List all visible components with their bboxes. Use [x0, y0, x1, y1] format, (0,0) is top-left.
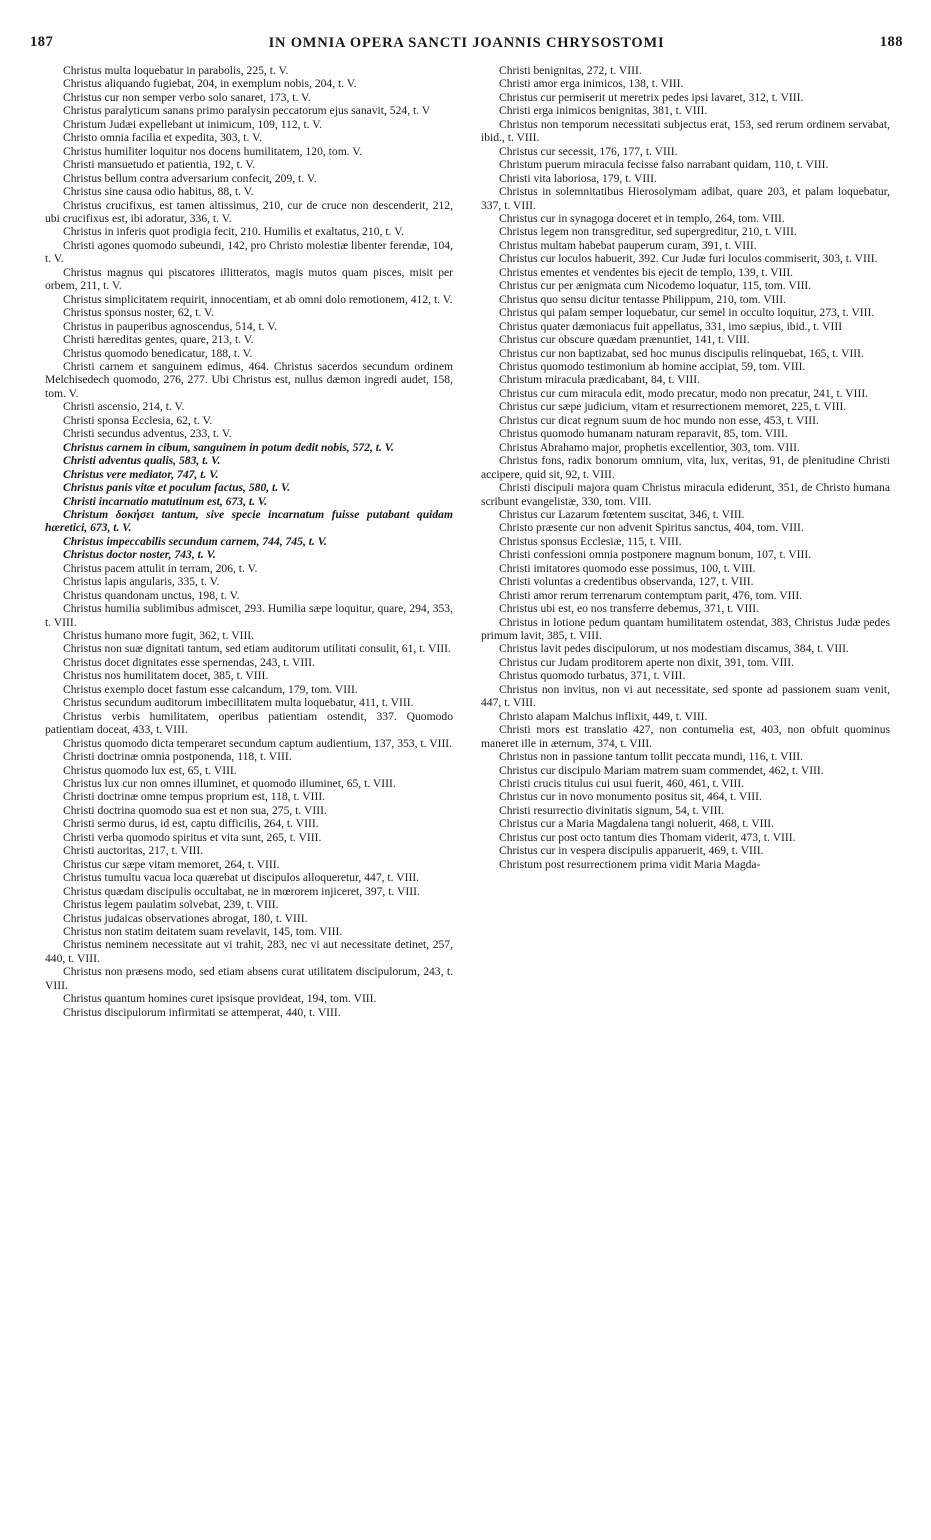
- index-entry: Christus cur non baptizabat, sed hoc munus discipulis relinquebat, 165, t. VIII.: [499, 346, 864, 360]
- index-entry: Christus fons, radix bonorum omnium, vita, lux, veritas, 91, de plenitudine Christi accipere, quid sit, 92, t. VIII.: [481, 454, 890, 481]
- index-entry: Christi sermo durus, id est, captu difficilis, 264, t. VIII.: [63, 817, 319, 831]
- index-entry: Christus lavit pedes discipulorum, ut nos modestiam discamus, 384, t. VIII.: [499, 642, 849, 656]
- index-entry: Christus cur in vespera discipulis apparuerit, 469, t. VIII.: [499, 844, 764, 858]
- index-entry: Christus secundum auditorum imbecillitatem multa loquebatur, 411, t. VIII.: [63, 696, 414, 710]
- index-entry: Christus cur permiserit ut meretrix pedes ipsi lavaret, 312, t. VIII.: [499, 90, 804, 104]
- index-entry: Christum δοκήσει tantum, sive specie incarnatum fuisse putabant quidam hæretici, 673, t. V.: [45, 507, 453, 535]
- index-entry: Christus sine causa odio habitus, 88, t. V.: [63, 185, 254, 199]
- index-entry: Christus in pauperibus agnoscendus, 514, t. V.: [63, 319, 278, 333]
- index-entry: Christi confessioni omnia postponere magnum bonum, 107, t. VIII.: [499, 548, 812, 562]
- index-entry: Christi doctrinæ omnia postponenda, 118, t. VIII.: [63, 750, 292, 764]
- index-entry: Christus panis vitæ et poculum factus, 580, t. V.: [63, 481, 291, 495]
- index-entry: Christus quædam discipulis occultabat, ne in mœrorem injiceret, 397, t. VIII.: [63, 884, 420, 898]
- index-entry: Christus humilia sublimibus admiscet, 293. Humilia sæpe loquitur, quare, 294, 353, t. VIII.: [45, 602, 453, 629]
- index-entry: Christum post resurrectionem prima vidit Maria Magda-: [499, 857, 761, 871]
- index-entry: Christus quomodo turbatus, 371, t. VIII.: [499, 669, 686, 683]
- index-entry: Christus in inferis quot prodigia fecit, 210. Humilis et exaltatus, 210, t. V.: [63, 225, 404, 239]
- index-entry: Christus non statim deitatem suam revelavit, 145, tom. VIII.: [63, 925, 343, 938]
- index-entry: Christus quandonam unctus, 198, t. V.: [63, 588, 240, 602]
- index-entry: Christi amor erga inimicos, 138, t. VIII.: [499, 77, 684, 91]
- index-entry: Christi imitatores quomodo esse possimus, 100, t. VIII.: [499, 561, 756, 575]
- index-entry: Christus cur Lazarum fœtentem suscitat, 346, t. VIII.: [499, 507, 745, 521]
- index-entry: Christus quomodo dicta temperaret secundum captum audientium, 137, 353, t. VIII.: [63, 736, 453, 750]
- index-entry: Christus non præsens modo, sed etiam absens curat utilitatem discipulorum, 243, t. VIII.: [45, 965, 453, 992]
- index-entry: Christus non suæ dignitati tantum, sed etiam auditorum utilitati consulit, 61, t. VIII.: [63, 642, 451, 656]
- index-entry: Christus cur loculos habuerit, 392. Cur Judæ furi loculos commiserit, 303, t. VIII.: [499, 252, 878, 266]
- index-entry: Christus quo sensu dicitur tentasse Philippum, 210, tom. VIII.: [499, 292, 787, 306]
- index-entry: Christus cur obscure quædam prænuntiet, 141, t. VIII.: [499, 333, 750, 347]
- index-entry: Christi carnem et sanguinem edimus, 464. Christus sacerdos secundum ordinem Melchisedech quomodo, 276, 277. Ubi Christus est, nullus dæmon ingredi audet, 158, tom. V.: [45, 359, 453, 400]
- index-entry: Christus qui palam semper loquebatur, cur semel in occulto loquitur, 273, t. VIII.: [499, 306, 875, 320]
- index-entry: Christi agones quomodo subeundi, 142, pro Christo molestiæ libenter ferendæ, 104, t. V.: [45, 238, 453, 266]
- index-entry: Christus verbis humilitatem, operibus patientiam ostendit, 337. Quomodo patientiam doceat, 433, t. VIII.: [45, 709, 453, 737]
- left-column: [45, 64, 453, 1019]
- index-entry: Christus quomodo lux est, 65, t. VIII.: [63, 763, 237, 777]
- index-entry: Christi amor rerum terrenarum contemptum parit, 476, tom. VIII.: [499, 588, 803, 602]
- index-entry: Christus ubi est, eo nos transferre debemus, 371, t. VIII.: [499, 602, 759, 616]
- index-entry: Christi doctrina quomodo sua est et non sua, 275, t. VIII.: [63, 803, 327, 817]
- index-entry: Christi vita laboriosa, 179, t. VIII.: [499, 171, 657, 185]
- index-entry: Christus in solemnitatibus Hierosolymam adibat, quare 203, et palam loquebatur, 337, t. VIII.: [481, 185, 890, 212]
- index-entry: Christus legem paulatim solvebat, 239, t. VIII.: [63, 898, 279, 912]
- index-entry: Christus sponsus Ecclesiæ, 115, t. VIII.: [499, 534, 682, 548]
- index-entry: Christi mors est translatio 427, non contumelia est, 403, non obfuit quominus maneret ille in æternum, 374, t. VIII.: [481, 723, 890, 750]
- index-entry: Christus non invitus, non vi aut necessitate, sed sponte ad passionem suam venit, 447, t. VIII.: [481, 682, 890, 710]
- index-entry: Christus magnus qui piscatores illitteratos, magis mutos quam pisces, misit per orbem, 211, t. V.: [45, 265, 453, 293]
- index-entry: Christum miracula prædicabant, 84, t. VIII.: [499, 373, 701, 387]
- index-entry: Christus tumultu vacua loca quærebat ut discipulos alloqueretur, 447, t. VIII.: [63, 871, 420, 885]
- index-entry: Christus aliquando fugiebat, 204, in exemplum nobis, 204, t. V.: [63, 77, 357, 91]
- index-entry: Christum Judæi expellebant ut inimicum, 109, 112, t. V.: [63, 117, 323, 131]
- index-entry: Christi erga inimicos benignitas, 381, t. VIII.: [499, 104, 708, 118]
- index-entry: Christus bellum contra adversarium confecit, 209, t. V.: [63, 171, 317, 185]
- index-entry: Christum puerum miracula fecisse falso narrabant quidam, 110, t. VIII.: [499, 158, 829, 172]
- index-entry: Christus lapis angularis, 335, t. V.: [63, 575, 220, 589]
- index-entry: Christi doctrinæ omne tempus proprium est, 118, t. VIII.: [63, 790, 326, 804]
- index-entry: Christus paralyticum sanans primo paralysin peccatorum ejus sanavit, 524, t. V: [63, 104, 431, 118]
- page-number-left: 187: [30, 34, 54, 50]
- index-entry: Christus quomodo humanam naturam reparavit, 85, tom. VIII.: [499, 427, 788, 441]
- index-entry: Christus nos humilitatem docet, 385, t. VIII.: [63, 669, 269, 683]
- index-entry: Christus quomodo benedicatur, 188, t. V.: [63, 346, 253, 360]
- page-number-right: 188: [879, 34, 903, 50]
- index-entry: Christus impeccabilis secundum carnem, 744, 745, t. V.: [63, 534, 327, 548]
- index-entry: Christus quantum homines curet ipsisque provideat, 194, tom. VIII.: [63, 992, 377, 1006]
- index-entry: Christus multam habebat pauperum curam, 391, t. VIII.: [499, 238, 757, 252]
- index-entry: Christus cur in synagoga doceret et in templo, 264, tom. VIII.: [499, 211, 785, 225]
- index-entry: Christi voluntas a credentibus observanda, 127, t. VIII.: [499, 575, 754, 589]
- index-entry: Christi resurrectio divinitatis signum, 54, t. VIII.: [499, 803, 725, 817]
- right-column: [481, 64, 890, 871]
- index-entry: Christus cur secessit, 176, 177, t. VIII.: [499, 144, 678, 158]
- index-entry: Christus discipulorum infirmitati se attemperat, 440, t. VIII.: [63, 1005, 341, 1019]
- index-entry: Christus Abrahamo major, prophetis excellentior, 303, tom. VIII.: [499, 440, 800, 454]
- index-entry: Christus cur dicat regnum suum de hoc mundo non esse, 453, t. VIII.: [499, 413, 819, 427]
- index-entry: Christus multa loquebatur in parabolis, 225, t. V.: [63, 64, 289, 77]
- index-entry: Christus non in passione tantum tollit peccata mundi, 116, t. VIII.: [499, 750, 803, 764]
- index-entry: Christi ascensio, 214, t. V.: [63, 400, 185, 414]
- index-entry: Christi sponsa Ecclesia, 62, t. V.: [63, 413, 213, 427]
- index-entry: Christus cur post octo tantum dies Thomam viderit, 473, t. VIII.: [499, 830, 796, 844]
- index-entry: Christus doctor noster, 743, t. V.: [63, 548, 216, 562]
- index-entry: Christus neminem necessitate aut vi trahit, 283, nec vi aut necessitate detinet, 257, 440, t. VIII.: [45, 938, 453, 965]
- index-entry: Christo alapam Malchus inflixit, 449, t. VIII.: [499, 709, 708, 723]
- index-entry: Christus quater dæmoniacus fuit appellatus, 331, imo sæpius, ibid., t. VIII: [499, 319, 843, 333]
- index-entry: Christus simplicitatem requirit, innocentiam, et ab omni dolo remotionem, 412, t. V.: [63, 292, 453, 306]
- index-entry: Christus crucifixus, est tamen altissimus, 210, cur de cruce non descenderit, 212, ubi crucifixus est, ibi adoratur, 336, t. V.: [45, 198, 453, 225]
- index-entry: Christus humiliter loquitur nos docens humilitatem, 120, tom. V.: [63, 144, 363, 158]
- index-entry: Christus quomodo testimonium ab homine accipiat, 59, tom. VIII.: [499, 359, 806, 373]
- index-entry: Christus vere mediator, 747, t. V.: [63, 467, 219, 481]
- index-entry: Christus docet dignitates esse spernendas, 243, t. VIII.: [63, 655, 315, 669]
- index-entry: Christus carnem in cibum, sanguinem in potum dedit nobis, 572, t. V.: [63, 440, 394, 454]
- index-entry: Christus in lotione pedum quantam humilitatem ostendat, 383, Christus Judæ pedes primum lavit, 385, t. VIII.: [481, 615, 890, 643]
- index-entry: Christus cur sæpe vitam memoret, 264, t. VIII.: [63, 857, 280, 871]
- index-entry: Christi verba quomodo spiritus et vita sunt, 265, t. VIII.: [63, 830, 322, 844]
- index-entry: Christus legem non transgreditur, sed supergreditur, 210, t. VIII.: [499, 225, 797, 239]
- index-entry: Christus cur a Maria Magdalena tangi noluerit, 468, t. VIII.: [499, 817, 775, 831]
- index-entry: Christus lux cur non omnes illuminet, et quomodo illuminet, 65, t. VIII.: [63, 777, 396, 791]
- index-entry: Christi hæreditas gentes, quare, 213, t. V.: [63, 333, 254, 347]
- index-entry: Christus cur discipulo Mariam matrem suam commendet, 462, t. VIII.: [499, 763, 824, 777]
- index-entry: Christus ementes et vendentes bis ejecit de templo, 139, t. VIII.: [499, 265, 794, 279]
- index-entry: Christus cur per ænigmata cum Nicodemo loquatur, 115, tom. VIII.: [499, 279, 812, 293]
- page-header: [30, 34, 903, 56]
- index-entry: Christus humano more fugit, 362, t. VIII.: [63, 629, 255, 643]
- index-entry: Christo omnia facilia et expedita, 303, t. V.: [63, 131, 262, 145]
- index-entry: Christus exemplo docet fastum esse calcandum, 179, tom. VIII.: [63, 682, 358, 696]
- index-entry: Christus pacem attulit in terram, 206, t. V.: [63, 561, 258, 575]
- index-entry: Christi auctoritas, 217, t. VIII.: [63, 844, 204, 858]
- index-entry: Christo præsente cur non advenit Spiritus sanctus, 404, tom. VIII.: [499, 521, 804, 535]
- index-entry: Christus cur in novo monumento positus sit, 464, t. VIII.: [499, 790, 762, 804]
- index-entry: Christi adventus qualis, 583, t. V.: [63, 454, 221, 468]
- index-entry: Christus non temporum necessitati subjectus erat, 153, sed rerum ordinem servabat, ibid., t. VIII.: [481, 117, 890, 145]
- index-entry: Christus cur sæpe judicium, vitam et resurrectionem memoret, 225, t. VIII.: [499, 400, 847, 414]
- index-entry: Christi discipuli majora quam Christus miracula ediderunt, 351, de Christo humana scribunt evangelistæ, 330, tom. VIII.: [481, 481, 890, 508]
- index-entry: Christus sponsus noster, 62, t. V.: [63, 306, 214, 320]
- index-entry: Christus cur non semper verbo solo sanaret, 173, t. V.: [63, 90, 311, 104]
- index-entry: Christi incarnatio matutinum est, 673, t. V.: [63, 494, 268, 508]
- index-entry: Christus judaicas observationes abrogat, 180, t. VIII.: [63, 911, 308, 925]
- index-entry: Christus cur Judam proditorem aperte non dixit, 391, tom. VIII.: [499, 655, 795, 669]
- index-entry: Christi mansuetudo et patientia, 192, t. V.: [63, 158, 256, 172]
- index-entry: Christi benignitas, 272, t. VIII.: [499, 64, 642, 77]
- index-entry: Christus cur cum miracula edit, modo precatur, modo non precatur, 241, t. VIII.: [499, 386, 869, 400]
- index-entry: Christi crucis titulus cui usui fuerit, 460, 461, t. VIII.: [499, 777, 745, 791]
- index-entry: Christi secundus adventus, 233, t. V.: [63, 427, 232, 441]
- running-title: IN OMNIA OPERA SANCTI JOANNIS CHRYSOSTOMI: [268, 35, 665, 51]
